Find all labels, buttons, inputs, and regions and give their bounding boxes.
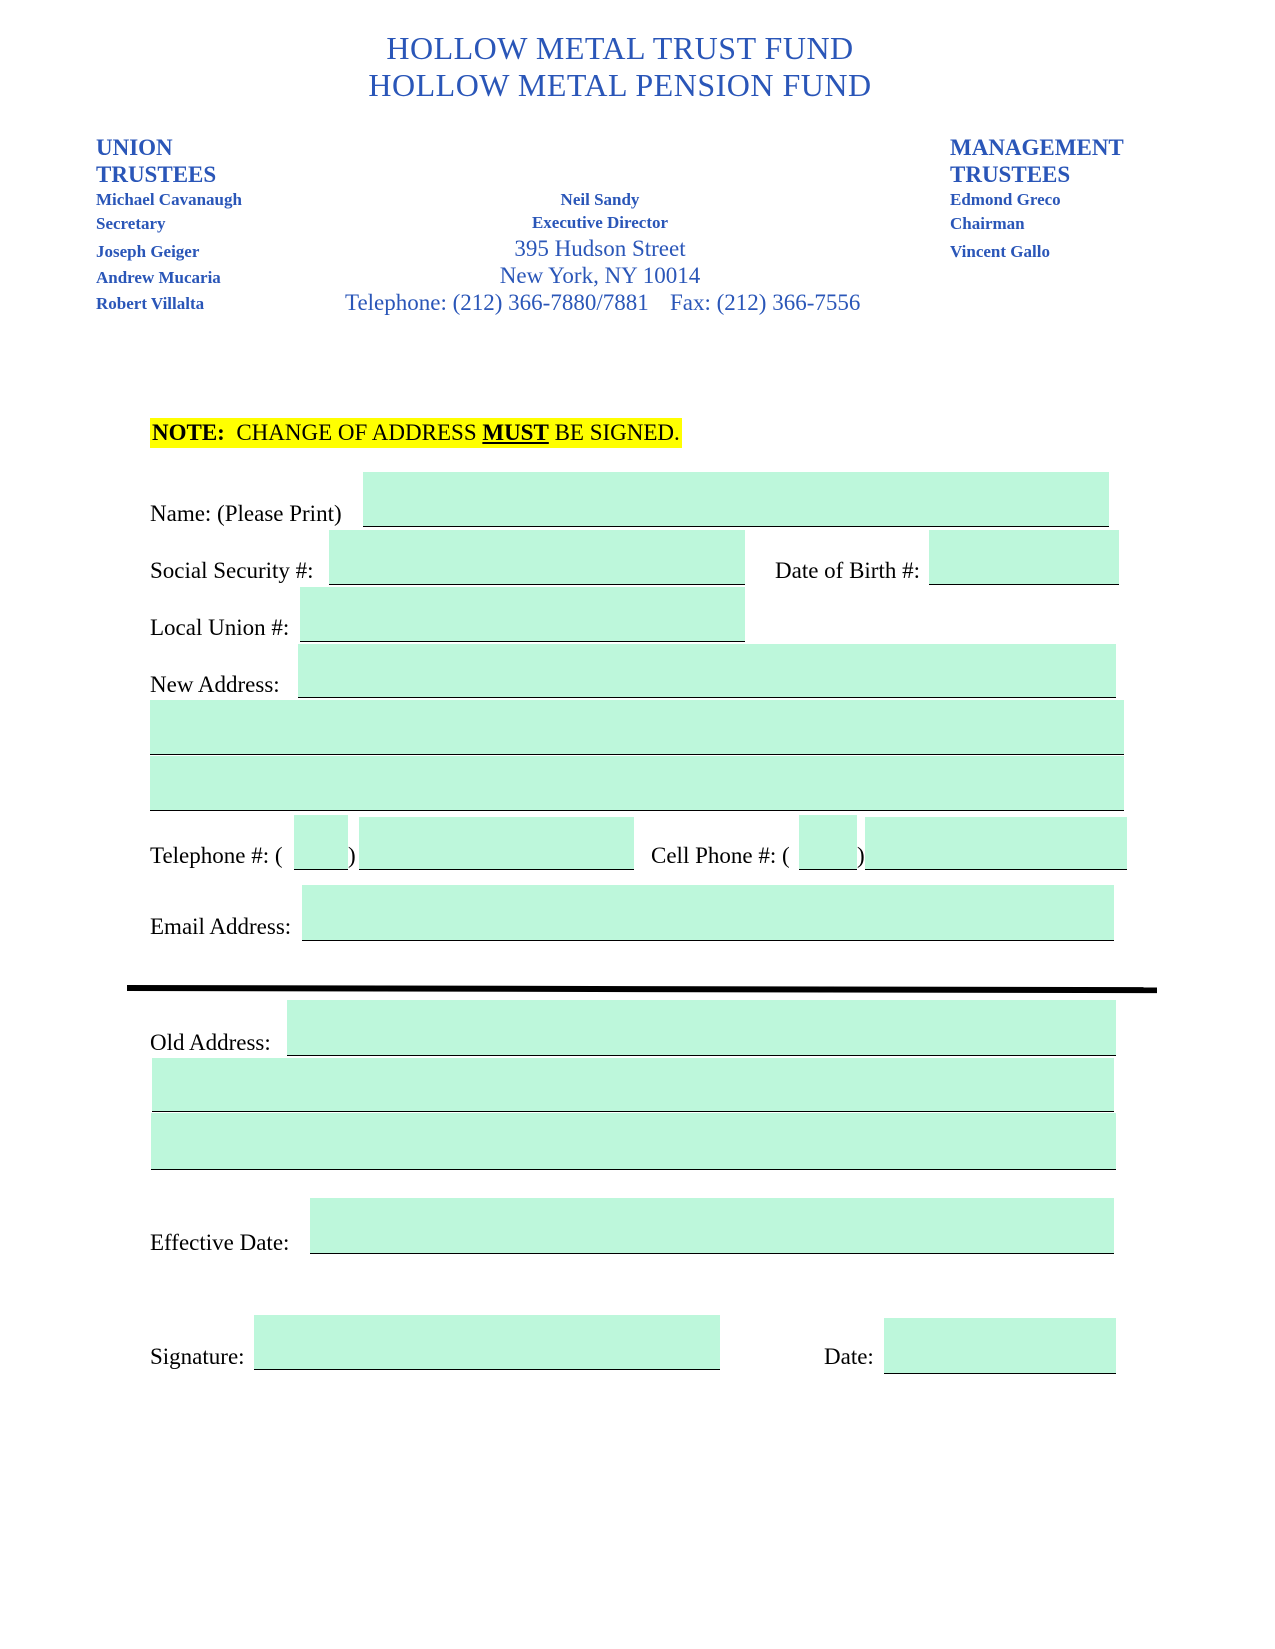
union-trustees — [96, 134, 216, 188]
dob-label: Date of Birth #: — [775, 558, 920, 583]
office-city: New York, NY 10014 — [499, 263, 701, 288]
new-address-label: New Address: — [150, 672, 280, 697]
union-trustees-heading-1: UNION — [96, 135, 173, 160]
management-trustee-title-chairman: Chairman — [950, 214, 1025, 233]
telephone-area-code-input[interactable] — [294, 815, 348, 870]
telephone-number-input[interactable] — [359, 817, 634, 870]
old-address-line3-input[interactable] — [151, 1113, 1116, 1170]
union-trustee-title-secretary: Secretary — [96, 214, 166, 233]
ssn-input[interactable] — [329, 530, 745, 585]
ssn-label: Social Security #: — [150, 558, 314, 583]
cell-phone-label: Cell Phone #: ( — [651, 843, 790, 868]
signature-required-note — [150, 418, 682, 448]
old-address-line1-input[interactable] — [287, 1000, 1116, 1056]
management-trustee-greco: Edmond Greco — [950, 190, 1061, 209]
dob-input[interactable] — [929, 530, 1119, 585]
union-trustee-villalta: Robert Villalta — [96, 294, 205, 313]
management-trustee-gallo: Vincent Gallo — [950, 242, 1050, 261]
director-name: Neil Sandy — [560, 190, 640, 209]
note-text-before: CHANGE OF ADDRESS — [236, 420, 477, 445]
name-label: Name: (Please Print) — [150, 501, 342, 526]
office-fax: Fax: (212) 366-7556 — [670, 290, 861, 315]
old-address-label: Old Address: — [150, 1030, 271, 1055]
signature-input[interactable] — [254, 1315, 720, 1370]
telephone-label: Telephone #: ( — [150, 843, 283, 868]
name-input[interactable] — [363, 472, 1109, 527]
new-address-line3-input[interactable] — [150, 756, 1124, 811]
fund-title-line1: HOLLOW METAL TRUST FUND — [386, 30, 854, 66]
date-input[interactable] — [884, 1318, 1116, 1374]
fund-title-line2: HOLLOW METAL PENSION FUND — [368, 67, 872, 103]
signature-label: Signature: — [150, 1344, 245, 1369]
note-prefix: NOTE: — [152, 420, 225, 445]
note-emphasis: MUST — [482, 420, 549, 445]
management-trustees — [950, 134, 1124, 188]
cell-area-code-input[interactable] — [799, 815, 857, 870]
union-trustees-heading-2: TRUSTEES — [96, 162, 217, 187]
email-label: Email Address: — [150, 914, 292, 939]
management-trustees-heading-1: MANAGEMENT — [950, 135, 1124, 160]
section-divider — [127, 985, 1157, 993]
office-telephone: Telephone: (212) 366-7880/7881 — [345, 290, 649, 315]
effective-date-label: Effective Date: — [150, 1230, 290, 1255]
cell-number-input[interactable] — [865, 817, 1127, 870]
union-trustee-mucaria: Andrew Mucaria — [96, 268, 221, 287]
union-trustee-cavanaugh: Michael Cavanaugh — [96, 190, 242, 209]
director-title: Executive Director — [531, 213, 669, 232]
cell-paren-close: ) — [857, 843, 865, 868]
local-union-label: Local Union #: — [150, 615, 290, 640]
effective-date-input[interactable] — [310, 1198, 1114, 1254]
old-address-line2-input[interactable] — [152, 1058, 1114, 1112]
local-union-input[interactable] — [300, 587, 745, 642]
management-trustees-heading-2: TRUSTEES — [950, 162, 1071, 187]
new-address-line2-input[interactable] — [150, 700, 1124, 755]
email-input[interactable] — [302, 885, 1114, 941]
office-street: 395 Hudson Street — [514, 236, 686, 261]
date-label: Date: — [824, 1344, 874, 1369]
note-text-after: BE SIGNED. — [554, 420, 680, 445]
new-address-line1-input[interactable] — [298, 644, 1116, 698]
union-trustee-geiger: Joseph Geiger — [96, 242, 200, 261]
telephone-paren-close: ) — [348, 843, 356, 868]
